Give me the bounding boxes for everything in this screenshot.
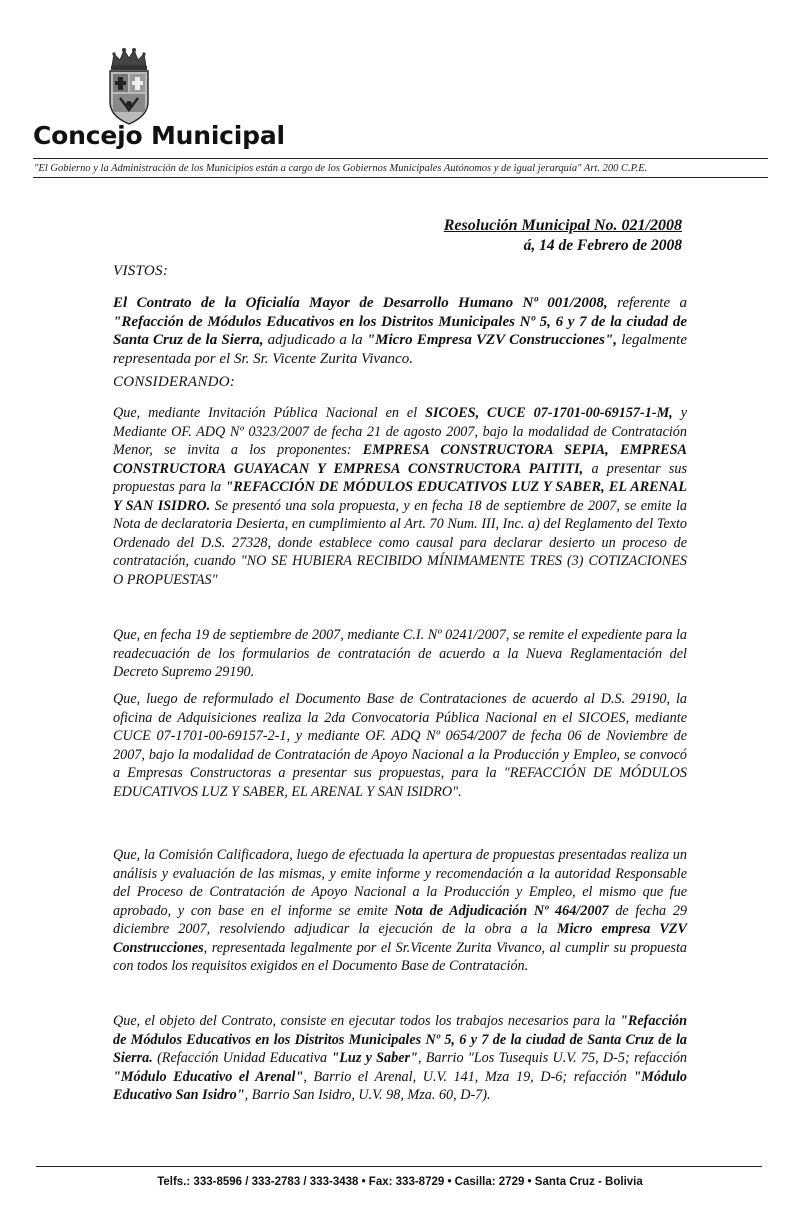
paragraph-considerando-1 — [113, 404, 687, 589]
text-run: Que, luego de reformulado el Documento Base de Contrataciones de acuerdo al D.S. 29190, la oficina de Adquisiciones realiza la 2da Convocatoria Pública Nacional en el SICOES, mediante CUCE 07-1701-00-69157-2-1, y mediante OF. ADQ Nº 0654/2007 de fecha 06 de Noviembre de 2007, bajo la modalidad de Contratación de Apoyo Nacional a la Producción y Empleo, se convocó a Empresas Constructoras a presentar sus propuestas, para la "REFACCIÓN DE MÓDULOS EDUCATIVOS LUZ Y SABER, EL ARENAL Y SAN ISIDRO". — [113, 691, 687, 800]
text-run-bold: SICOES, CUCE 07-1701-00-69157-1-M, — [425, 405, 681, 421]
text-run: adjudicado a la — [267, 332, 367, 348]
text-run-bold: "Refacción de Módulos Educativos en los Distritos Municipales Nº 5, 6 y 7 de la ciudad de Santa Cruz de la Sierra. — [113, 1013, 687, 1066]
paragraph-considerando-4 — [113, 846, 687, 976]
header-motto: "El Gobierno y la Administración de los Municipios están a cargo de los Gobiernos Municipales Autónomos y de igual jerarquía" Art. 200 C.P.E. — [34, 163, 648, 174]
text-run: (Refacción Unidad Educativa — [157, 1050, 332, 1066]
text-run: Que, en fecha 19 de septiembre de 2007, mediante C.I. Nº 0241/2007, se remite el expediente para la readecuación de los formularios de contratación de acuerdo a la Nueva Reglamentación del Decreto Supremo 29190. — [113, 627, 687, 680]
text-run: , Barrio el Arenal, U.V. 141, Mza 19, D-6; refacción — [303, 1068, 634, 1085]
text-run-bold: "Módulo Educativo San Isidro" — [113, 1068, 687, 1103]
text-run: legalmente representada por el Sr. Sr. Vicente Zurita Vivanco. — [113, 332, 687, 367]
footer-contact: Telfs.: 333-8596 / 333-2783 / 333-3438 • Fax: 333-8729 • Casilla: 2729 • Santa Cruz - Bolivia — [157, 1176, 643, 1188]
text-run-bold: "Micro Empresa VZV Construcciones", — [366, 332, 622, 348]
header-rule — [33, 158, 768, 159]
text-run: , Barrio "Los Tusequis U.V. 75, D-5; refacción — [417, 1050, 688, 1066]
text-run-bold: "Módulo Educativo el Arenal" — [113, 1068, 304, 1085]
header-rule-bottom — [33, 177, 768, 178]
text-run: Que, la Comisión Calificadora, luego de efectuada la apertura de propuestas presentadas realiza un análisis y evaluación de las mismas, y emite informe y recomendación a la autoridad Responsable del Proceso de Contratación de Apoyo Nacional a la Producción y Empleo, el mismo que fue aprobado, y con base en el informe se emite — [113, 847, 687, 919]
text-run-bold: "Luz y Saber" — [331, 1050, 418, 1066]
resolution-title: Resolución Municipal No. 021/2008 — [443, 217, 682, 234]
text-run: Que, mediante Invitación Pública Nacional en el — [113, 405, 426, 421]
coat-of-arms-icon — [106, 44, 152, 130]
paragraph-considerando-3 — [113, 690, 687, 801]
section-considerando: CONSIDERANDO: — [113, 374, 236, 390]
text-run: Se presentó una sola propuesta, y en fecha 18 de septiembre de 2007, se emite la Nota de declaratoria Desierta, en cumplimiento al Art. 70 Num. III, Inc. a) del Reglamento del Texto Ordenado del D.S. 27328, donde establece como causal para declarar desierto un proceso de contratación, cuando "NO SE HUBIERA RECIBIDO MÍNIMAMENTE TRES (3) COTIZACIONES O PROPUESTAS" — [113, 497, 687, 588]
text-run-bold: El Contrato de la Oficialía Mayor de Desarrollo Humano Nº 001/2008, — [113, 295, 618, 311]
text-run: , representada legalmente por el Sr.Vicente Zurita Vivanco, al cumplir su propuesta con todos los requisitos exigidos en el Documento Base de Contratación. — [113, 939, 687, 974]
text-run-bold: Nota de Adjudicación Nº 464/2007 — [394, 902, 616, 919]
text-run: referente a — [617, 295, 687, 311]
text-run-bold: EMPRESA CONSTRUCTORA SEPIA, EMPRESA CONSTRUCTORA GUAYACAN Y EMPRESA CONSTRUCTORA PAITITI, — [113, 442, 688, 477]
text-run-bold: "REFACCIÓN DE MÓDULOS EDUCATIVOS LUZ Y SABER, EL ARENAL Y SAN ISIDRO. — [113, 479, 687, 514]
text-run: de fecha 29 diciembre 2007, resolviendo adjudicar la ejecución de la obra a la — [113, 902, 688, 937]
resolution-date: á, 14 de Febrero de 2008 — [523, 237, 682, 254]
paragraph-considerando-2 — [113, 626, 687, 682]
org-name: Concejo Municipal — [33, 121, 285, 150]
text-run: y Mediante OF. ADQ Nº 0323/2007 de fecha 21 de agosto 2007, bajo la modalidad de Contratación Menor, se invita a los proponentes: — [113, 405, 687, 458]
text-run: a presentar sus propuestas para la — [113, 460, 687, 495]
paragraph-considerando-5 — [113, 1012, 687, 1105]
paragraph-vistos — [113, 294, 687, 368]
text-run-bold: Micro empresa VZV Construcciones — [113, 921, 687, 956]
text-run-bold: "Refacción de Módulos Educativos en los Distritos Municipales Nº 5, 6 y 7 de la ciudad de Santa Cruz de la Sierra, — [113, 313, 687, 348]
text-run: , Barrio San Isidro, U.V. 98, Mza. 60, D-7). — [244, 1087, 491, 1103]
text-run: Que, el objeto del Contrato, consiste en ejecutar todos los trabajos necesarios para la — [113, 1013, 621, 1029]
section-vistos: VISTOS: — [113, 263, 169, 279]
footer-rule — [36, 1166, 762, 1167]
